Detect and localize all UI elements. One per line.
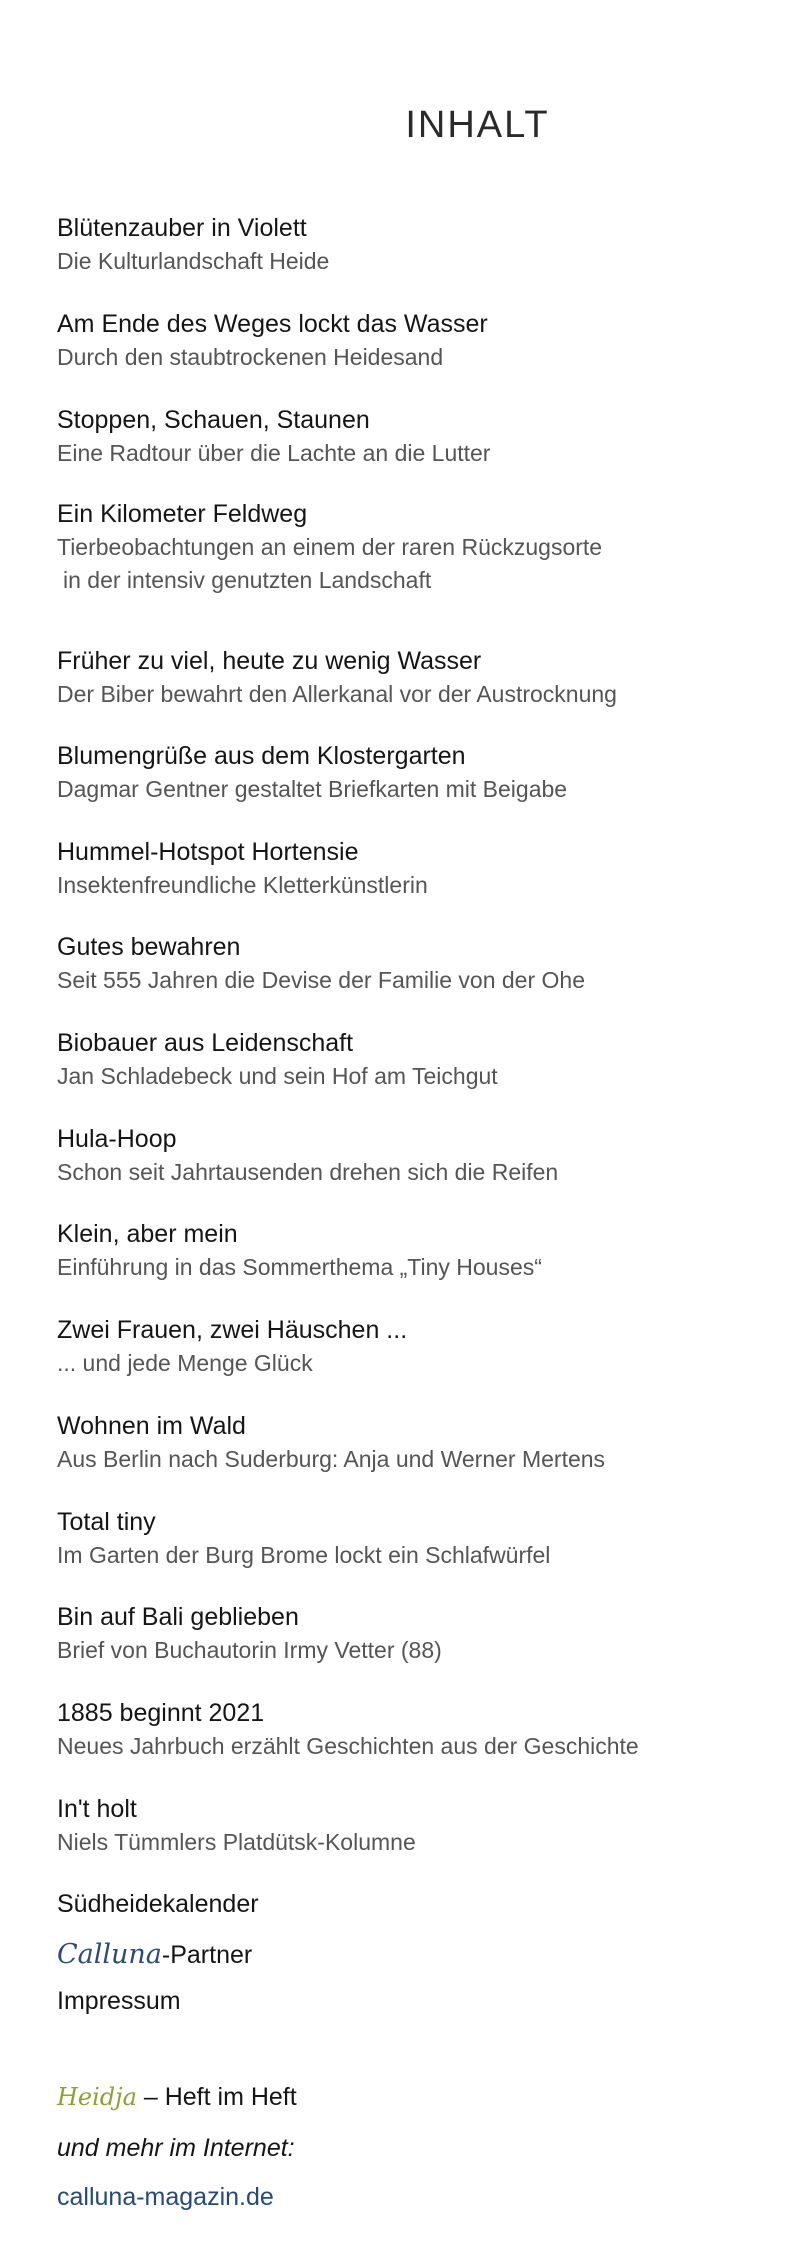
impressum-entry[interactable]: Impressum [57, 1987, 181, 2015]
entry-title: Am Ende des Weges lockt das Wasser [57, 310, 488, 338]
entry-title: Total tiny [57, 1508, 156, 1536]
kalender-entry[interactable]: Südheidekalender [57, 1890, 259, 1918]
toc-entry[interactable] [57, 1123, 777, 1189]
heft-im-heft-label: – Heft im Heft [136, 2083, 297, 2111]
entry-subtitle: Schon seit Jahrtausenden drehen sich die Reifen [57, 1159, 559, 1185]
toc-entry[interactable] [57, 1410, 777, 1476]
toc-entry[interactable] [57, 1218, 777, 1284]
toc-entry[interactable] [57, 308, 777, 374]
heidja-entry[interactable] [57, 2081, 297, 2114]
heidja-logo: Heidja [57, 2083, 137, 2111]
entry-title: Hula-Hoop [57, 1125, 177, 1153]
entry-subtitle-continued: in der intensiv genutzten Landschaft [63, 567, 432, 593]
entry-subtitle: Einführung in das Sommerthema „Tiny Houses“ [57, 1254, 542, 1280]
entry-title: Stoppen, Schauen, Staunen [57, 406, 370, 434]
entry-title: Früher zu viel, heute zu wenig Wasser [57, 647, 482, 675]
entry-subtitle: Tierbeobachtungen an einem der raren Rückzugsorte [57, 534, 603, 560]
entry-subtitle: Durch den staubtrockenen Heidesand [57, 344, 444, 370]
entry-title: Wohnen im Wald [57, 1412, 246, 1440]
entry-title: In't holt [57, 1795, 137, 1823]
toc-entry[interactable] [57, 1506, 777, 1572]
entry-title: Ein Kilometer Feldweg [57, 500, 308, 528]
toc-entry[interactable] [57, 1601, 777, 1667]
toc-entry[interactable] [57, 1027, 777, 1093]
entry-title: Gutes bewahren [57, 933, 241, 961]
entry-subtitle: Seit 555 Jahren die Devise der Familie von der Ohe [57, 967, 586, 993]
entry-subtitle: Dagmar Gentner gestaltet Briefkarten mit Beigabe [57, 776, 568, 802]
toc-entry[interactable] [57, 740, 777, 806]
entry-title: Zwei Frauen, zwei Häuschen ... [57, 1316, 408, 1344]
toc-entry[interactable] [57, 645, 777, 711]
toc-entry[interactable] [57, 1314, 777, 1380]
entry-subtitle: Der Biber bewahrt den Allerkanal vor der Austrocknung [57, 681, 617, 707]
toc-entry[interactable] [57, 404, 777, 470]
website-link[interactable]: calluna-magazin.de [57, 2183, 274, 2211]
entry-subtitle: Eine Radtour über die Lachte an die Lutter [57, 440, 491, 466]
calluna-partner-entry[interactable] [57, 1938, 252, 1972]
entry-subtitle: Aus Berlin nach Suderburg: Anja und Werner Mertens [57, 1446, 606, 1472]
entry-subtitle: Niels Tümmlers Platdütsk-Kolumne [57, 1829, 416, 1855]
entry-title: Blumengrüße aus dem Klostergarten [57, 742, 466, 770]
entry-title: 1885 beginnt 2021 [57, 1699, 265, 1727]
calluna-logo: Calluna [57, 1939, 162, 1970]
toc-entry[interactable] [57, 931, 777, 997]
toc-entry[interactable] [57, 498, 777, 597]
entry-subtitle: Insektenfreundliche Kletterkünstlerin [57, 872, 428, 898]
toc-entry[interactable] [57, 1697, 777, 1763]
toc-entry[interactable] [57, 1793, 777, 1859]
entry-subtitle: Jan Schladebeck und sein Hof am Teichgut [57, 1063, 498, 1089]
entry-title: Hummel-Hotspot Hortensie [57, 838, 359, 866]
entry-subtitle: Brief von Buchautorin Irmy Vetter (88) [57, 1637, 442, 1663]
internet-note: und mehr im Internet: [57, 2134, 295, 2162]
entry-title: Bin auf Bali geblieben [57, 1603, 299, 1631]
entry-title: Klein, aber mein [57, 1220, 238, 1248]
entry-subtitle: Neues Jahrbuch erzählt Geschichten aus der Geschichte [57, 1733, 639, 1759]
entry-subtitle: Die Kulturlandschaft Heide [57, 248, 330, 274]
entry-subtitle: ... und jede Menge Glück [57, 1350, 313, 1376]
toc-entry[interactable] [57, 836, 777, 902]
partner-label: -Partner [161, 1941, 253, 1969]
entry-subtitle: Im Garten der Burg Brome lockt ein Schlafwürfel [57, 1542, 551, 1568]
entry-title: Biobauer aus Leidenschaft [57, 1029, 354, 1057]
entry-title: Blütenzauber in Violett [57, 214, 307, 242]
page-title: INHALT [405, 104, 550, 146]
toc-entry[interactable] [57, 212, 777, 278]
